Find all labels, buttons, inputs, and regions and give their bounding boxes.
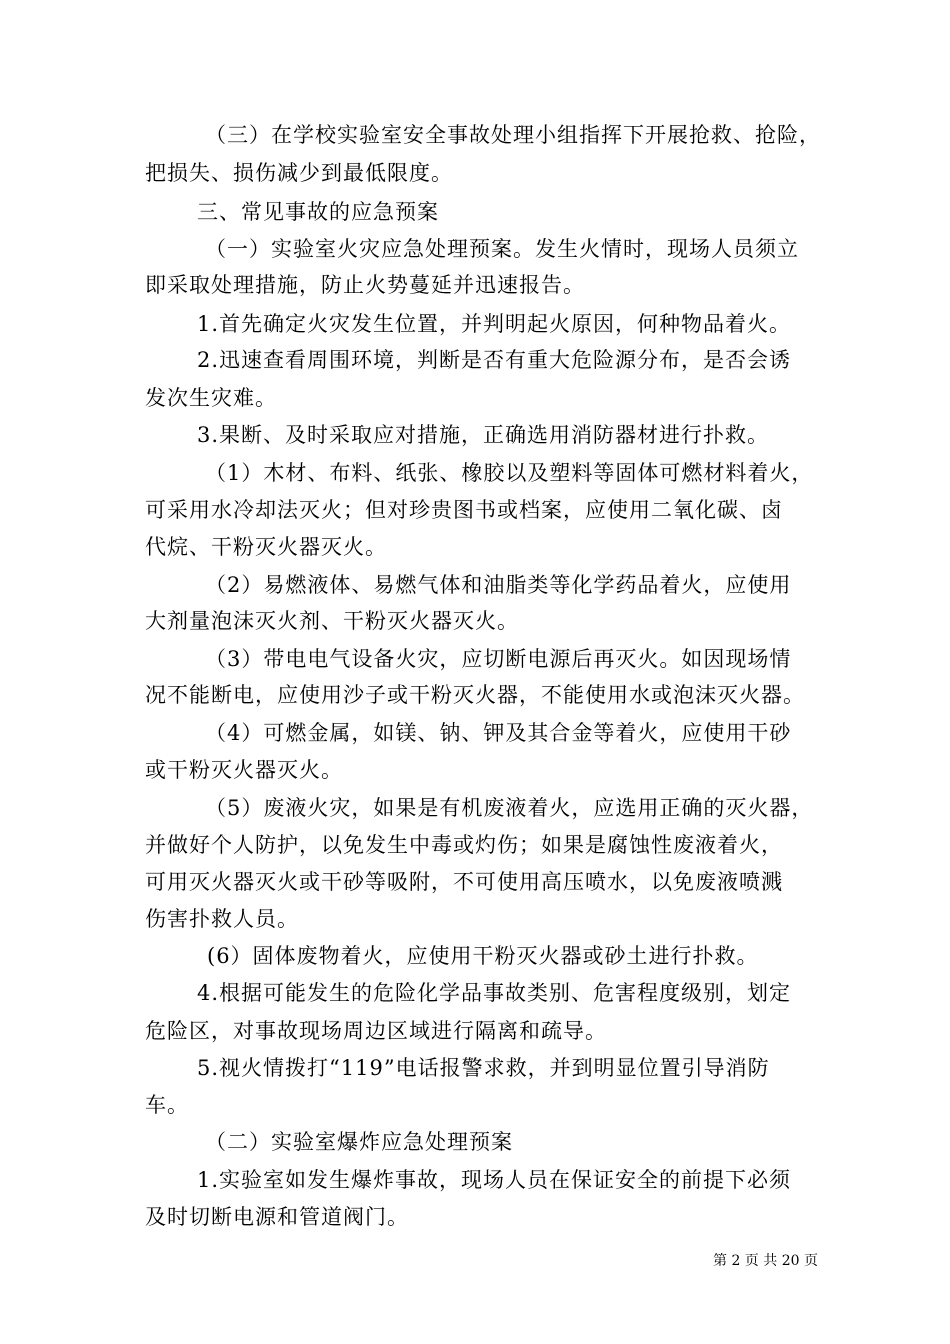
text-line: （一）实验室火灾应急处理预案。发生火情时，现场人员须立 [205,237,799,261]
text-line: 三、常见事故的应急预案 [197,200,439,224]
text-line: 发次生灾难。 [145,386,277,410]
text-line: 可采用水冷却法灭火；但对珍贵图书或档案，应使用二氧化碳、卤 [145,498,783,522]
text-line: 2.迅速查看周围环境，判断是否有重大危险源分布，是否会诱 [197,348,792,372]
text-line: 4.根据可能发生的危险化学品事故类别、危害程度级别，划定 [197,981,792,1005]
text-line: （4）可燃金属，如镁、钠、钾及其合金等着火，应使用干砂 [205,721,792,745]
text-line: （2）易燃液体、易燃气体和油脂类等化学药品着火，应使用 [205,573,792,597]
text-line: 5.视火情拨打“119”电话报警求救，并到明显位置引导消防 [197,1056,770,1080]
text-line: 代烷、干粉灭火器灭火。 [145,535,387,559]
text-line: (6）固体废物着火，应使用干粉灭火器或砂土进行扑救。 [207,944,759,968]
text-line: （三）在学校实验室安全事故处理小组指挥下开展抢救、抢险， [205,123,821,147]
text-line: （5）废液火灾，如果是有机废液着火，应选用正确的灭火器， [205,796,814,820]
text-line: 大剂量泡沫灭火剂、干粉灭火器灭火。 [145,609,519,633]
text-line: 及时切断电源和管道阀门。 [145,1205,409,1229]
text-line: 车。 [145,1093,189,1117]
page-number: 第 2 页 共 20 页 [713,1253,818,1269]
text-line: 并做好个人防护，以免发生中毒或灼伤；如果是腐蚀性废液着火， [145,833,783,857]
text-line: 即采取处理措施，防止火势蔓延并迅速报告。 [145,273,585,297]
text-line: 把损失、损伤减少到最低限度。 [145,161,453,185]
text-line: 危险区，对事故现场周边区域进行隔离和疏导。 [145,1019,607,1043]
text-line: 伤害扑救人员。 [145,907,299,931]
text-line: 3.果断、及时采取应对措施，正确选用消防器材进行扑救。 [197,423,770,447]
text-line: 况不能断电，应使用沙子或干粉灭火器，不能使用水或泡沫灭火器。 [145,683,805,707]
text-line: （3）带电电气设备火灾，应切断电源后再灭火。如因现场情 [205,647,792,671]
text-line: 或干粉灭火器灭火。 [145,758,343,782]
text-line: 1.实验室如发生爆炸事故，现场人员在保证安全的前提下必须 [197,1168,792,1192]
text-line: 1.首先确定火灾发生位置，并判明起火原因，何种物品着火。 [197,312,792,336]
text-line: （1）木材、布料、纸张、橡胶以及塑料等固体可燃材料着火， [205,461,814,485]
text-line: （二）实验室爆炸应急处理预案 [205,1130,513,1154]
text-line: 可用灭火器灭火或干砂等吸附，不可使用高压喷水，以免废液喷溅 [145,870,783,894]
